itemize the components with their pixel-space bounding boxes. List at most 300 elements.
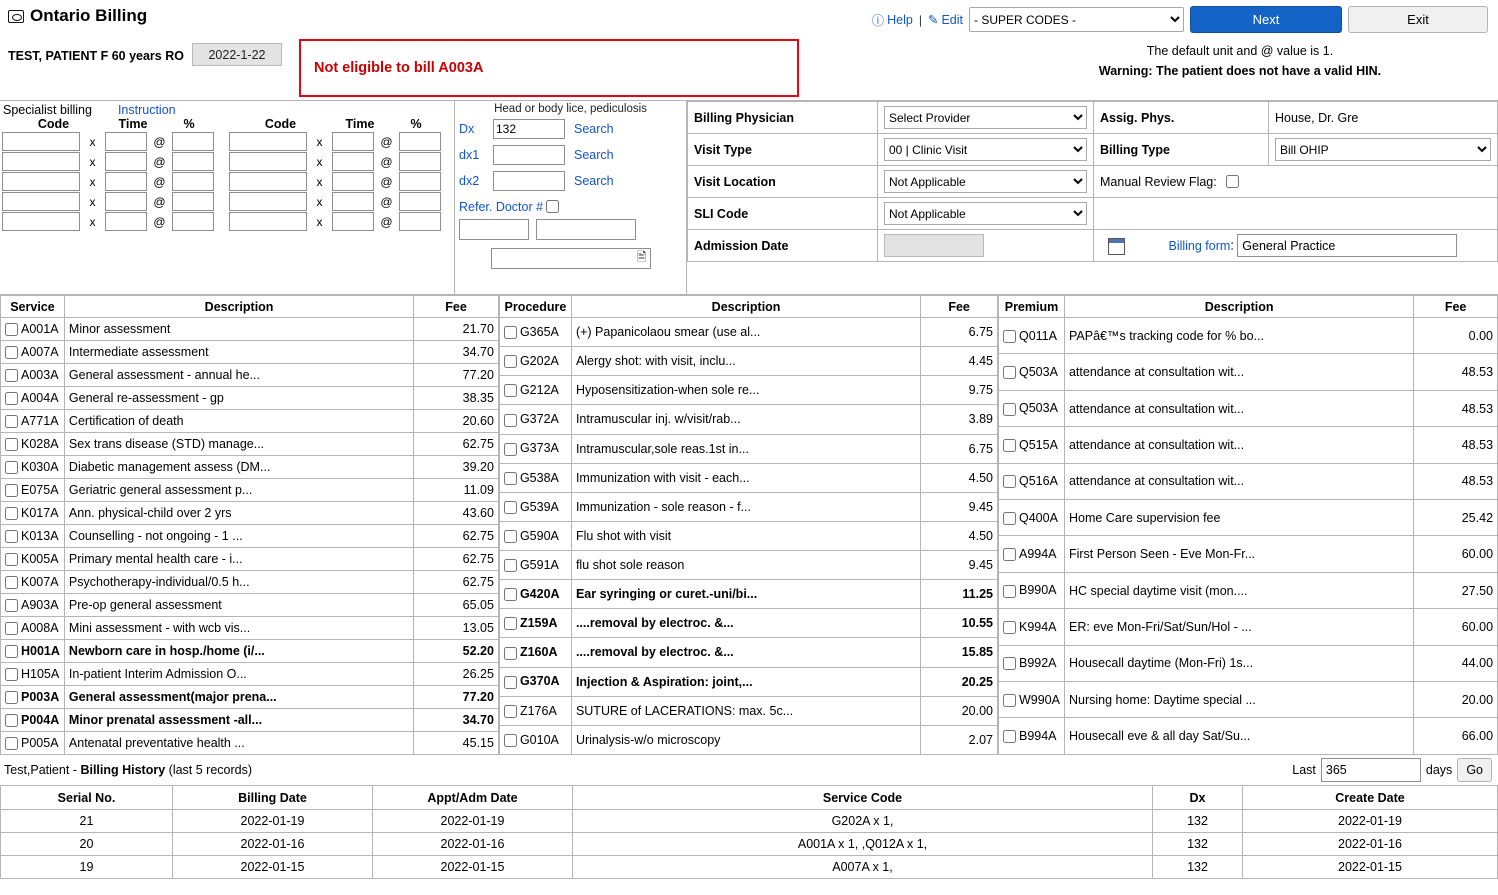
dx2-input[interactable] bbox=[493, 171, 565, 191]
specialist-pct-input[interactable] bbox=[399, 132, 441, 151]
description-cell: attendance at consultation wit... bbox=[1064, 390, 1413, 426]
code-cell bbox=[1, 456, 65, 479]
code-checkbox[interactable] bbox=[5, 484, 18, 497]
code-checkbox[interactable] bbox=[504, 326, 517, 339]
description-cell: Certification of death bbox=[64, 410, 413, 433]
billing-form-value[interactable]: General Practice bbox=[1237, 234, 1457, 257]
table-row[interactable] bbox=[998, 572, 1497, 608]
code-checkbox[interactable] bbox=[1003, 585, 1016, 598]
code-cell bbox=[1, 686, 65, 709]
help-link[interactable] bbox=[872, 11, 913, 29]
code-checkbox[interactable] bbox=[504, 472, 517, 485]
code-checkbox[interactable] bbox=[5, 392, 18, 405]
table-row[interactable] bbox=[1, 732, 499, 755]
app-title bbox=[8, 6, 147, 26]
multiply-symbol: x bbox=[316, 194, 323, 209]
premium-col-header: Premium bbox=[998, 296, 1064, 318]
specialist-time-input[interactable] bbox=[105, 132, 147, 151]
fee-cell: 34.70 bbox=[414, 709, 499, 732]
procedure-fee-col-header: Fee bbox=[921, 296, 998, 318]
code-cell bbox=[998, 354, 1064, 390]
code-label: A994A bbox=[1018, 547, 1057, 562]
code-label: G212A bbox=[519, 383, 559, 398]
code-checkbox[interactable] bbox=[5, 438, 18, 451]
history-title: Billing History bbox=[80, 763, 166, 777]
visit-location-label: Visit Location bbox=[688, 166, 878, 198]
referring-doctor-name-input[interactable] bbox=[536, 219, 636, 240]
fee-cell: 3.89 bbox=[921, 405, 998, 434]
billing-history-bar bbox=[0, 755, 1498, 785]
table-row[interactable] bbox=[1, 318, 499, 341]
table-row[interactable] bbox=[499, 725, 997, 754]
code-label: G420A bbox=[519, 587, 560, 602]
admission-date-input[interactable] bbox=[884, 234, 984, 257]
table-row[interactable] bbox=[998, 318, 1497, 354]
service-fee-col-header: Fee bbox=[414, 296, 499, 318]
code-cell bbox=[499, 347, 571, 376]
history-dx-cell: 132 bbox=[1153, 810, 1243, 833]
table-row[interactable] bbox=[1, 410, 499, 433]
code-checkbox[interactable] bbox=[504, 355, 517, 368]
description-cell: Alergy shot: with visit, inclu... bbox=[571, 347, 920, 376]
table-row[interactable] bbox=[998, 463, 1497, 499]
code-checkbox[interactable] bbox=[5, 369, 18, 382]
code-checkbox[interactable] bbox=[504, 384, 517, 397]
fee-cell: 4.45 bbox=[921, 347, 998, 376]
specialist-pct-input[interactable] bbox=[399, 192, 441, 211]
code-cell bbox=[1, 594, 65, 617]
code-cell bbox=[998, 427, 1064, 463]
billing-physician-label: Billing Physician bbox=[688, 102, 878, 134]
code-cell bbox=[499, 318, 571, 347]
specialist-row bbox=[229, 132, 454, 151]
code-checkbox[interactable] bbox=[5, 714, 18, 727]
multiply-symbol: x bbox=[89, 154, 96, 169]
code-label: H105A bbox=[21, 666, 60, 681]
fee-cell: 11.09 bbox=[414, 479, 499, 502]
code-cell bbox=[499, 609, 571, 638]
referring-doctor-checkbox[interactable] bbox=[546, 200, 559, 213]
table-row[interactable] bbox=[1, 525, 499, 548]
code-checkbox[interactable] bbox=[1003, 439, 1016, 452]
code-cell bbox=[1, 571, 65, 594]
table-row[interactable] bbox=[499, 318, 997, 347]
code-checkbox[interactable] bbox=[1003, 512, 1016, 525]
specialist-code-input[interactable] bbox=[229, 192, 307, 211]
history-row[interactable] bbox=[1, 810, 1498, 833]
table-row[interactable] bbox=[499, 405, 997, 434]
code-cell bbox=[998, 463, 1064, 499]
code-checkbox[interactable] bbox=[1003, 548, 1016, 561]
referring-doctor-row bbox=[459, 197, 682, 216]
table-row[interactable] bbox=[998, 718, 1497, 755]
code-checkbox[interactable] bbox=[5, 737, 18, 750]
manual-review-checkbox[interactable] bbox=[1226, 175, 1239, 188]
entry-panels bbox=[0, 100, 1498, 295]
multiply-symbol: x bbox=[89, 134, 96, 149]
specialist-code-input[interactable] bbox=[229, 212, 307, 231]
dx1-input[interactable] bbox=[493, 145, 565, 165]
history-patient-label: Test,Patient - bbox=[4, 763, 77, 777]
header-actions bbox=[872, 6, 1490, 33]
history-range-controls bbox=[1292, 758, 1492, 782]
at-symbol: @ bbox=[153, 154, 166, 169]
code-checkbox[interactable] bbox=[1003, 403, 1016, 416]
code-checkbox[interactable] bbox=[1003, 330, 1016, 343]
code-label: K994A bbox=[1018, 619, 1057, 634]
multiply-symbol: x bbox=[89, 194, 96, 209]
patient-name: TEST, PATIENT F 60 years RO bbox=[8, 49, 184, 63]
sli-code-select[interactable] bbox=[884, 202, 1087, 225]
billing-type-select[interactable] bbox=[1275, 138, 1491, 161]
header-separator: | bbox=[918, 12, 922, 27]
code-cell bbox=[499, 725, 571, 754]
visit-type-row bbox=[688, 134, 1498, 166]
service-code-table bbox=[0, 295, 499, 755]
specialist-row bbox=[2, 132, 227, 151]
fee-cell: 39.20 bbox=[414, 456, 499, 479]
specialist-code-input[interactable] bbox=[2, 132, 80, 151]
specialist-pct-input[interactable] bbox=[172, 192, 214, 211]
table-row[interactable] bbox=[499, 434, 997, 463]
specialist-pct-input[interactable] bbox=[399, 152, 441, 171]
pct-header: % bbox=[410, 117, 422, 131]
visit-location-select[interactable] bbox=[884, 170, 1087, 193]
table-row[interactable] bbox=[998, 609, 1497, 645]
at-symbol: @ bbox=[380, 214, 393, 229]
code-checkbox[interactable] bbox=[5, 668, 18, 681]
dx-row-primary bbox=[459, 119, 682, 139]
table-row[interactable] bbox=[499, 376, 997, 405]
billing-physician-row bbox=[688, 102, 1498, 134]
specialist-pct-input[interactable] bbox=[172, 152, 214, 171]
service-desc-col-header: Description bbox=[64, 296, 413, 318]
code-cell bbox=[499, 405, 571, 434]
table-row[interactable] bbox=[499, 609, 997, 638]
code-checkbox[interactable] bbox=[1003, 694, 1016, 707]
specialist-code-input[interactable] bbox=[2, 152, 80, 171]
description-cell: Intramuscular inj. w/visit/rab... bbox=[571, 405, 920, 434]
procedure-code-table bbox=[499, 295, 998, 755]
billing-history-table bbox=[0, 785, 1498, 879]
code-tables bbox=[0, 295, 1498, 755]
description-cell: (+) Papanicolaou smear (use al... bbox=[571, 318, 920, 347]
code-cell bbox=[1, 341, 65, 364]
document-field[interactable] bbox=[491, 248, 651, 269]
table-row[interactable] bbox=[1, 502, 499, 525]
history-header-row bbox=[1, 786, 1498, 810]
specialist-code-input[interactable] bbox=[229, 172, 307, 191]
fee-cell: 45.15 bbox=[414, 732, 499, 755]
fee-cell: 15.85 bbox=[921, 638, 998, 667]
premium-desc-col-header: Description bbox=[1064, 296, 1413, 318]
code-cell bbox=[1, 387, 65, 410]
fee-cell: 6.75 bbox=[921, 434, 998, 463]
specialist-time-input[interactable] bbox=[332, 152, 374, 171]
code-checkbox[interactable] bbox=[504, 530, 517, 543]
table-row[interactable] bbox=[1, 433, 499, 456]
code-checkbox[interactable] bbox=[5, 599, 18, 612]
referring-doctor-number-input[interactable] bbox=[459, 219, 529, 240]
table-row[interactable] bbox=[998, 390, 1497, 426]
code-checkbox[interactable] bbox=[504, 617, 517, 630]
table-row[interactable] bbox=[1, 548, 499, 571]
specialist-code-input[interactable] bbox=[2, 192, 80, 211]
history-create-date-cell: 2022-01-19 bbox=[1243, 810, 1498, 833]
code-checkbox[interactable] bbox=[5, 576, 18, 589]
table-row[interactable] bbox=[1, 594, 499, 617]
history-serial-header: Serial No. bbox=[1, 786, 173, 810]
fee-cell: 2.07 bbox=[921, 725, 998, 754]
code-cell bbox=[499, 638, 571, 667]
dx-search-link[interactable]: Search bbox=[574, 122, 614, 136]
admission-date-cell bbox=[878, 230, 1094, 262]
table-row[interactable] bbox=[1, 387, 499, 410]
table-row[interactable] bbox=[1, 617, 499, 640]
eligibility-alert bbox=[299, 39, 799, 97]
table-row[interactable] bbox=[499, 492, 997, 521]
billing-physician-select[interactable] bbox=[884, 106, 1087, 129]
description-cell: HC special daytime visit (mon.... bbox=[1064, 572, 1413, 608]
code-checkbox[interactable] bbox=[5, 553, 18, 566]
visit-location-row bbox=[688, 166, 1498, 198]
table-row[interactable] bbox=[998, 427, 1497, 463]
specialist-time-input[interactable] bbox=[332, 212, 374, 231]
history-appt-date-cell: 2022-01-16 bbox=[373, 833, 573, 856]
specialist-code-input[interactable] bbox=[229, 152, 307, 171]
specialist-pct-input[interactable] bbox=[172, 172, 214, 191]
code-cell bbox=[998, 572, 1064, 608]
history-serial-cell: 21 bbox=[1, 810, 173, 833]
instruction-link[interactable]: Instruction bbox=[117, 103, 176, 117]
eligibility-alert-text: Not eligible to bill A003A bbox=[313, 60, 484, 76]
code-checkbox[interactable] bbox=[5, 645, 18, 658]
specialist-time-input[interactable] bbox=[332, 172, 374, 191]
sli-spacer-cell bbox=[1094, 198, 1498, 230]
fee-cell: 48.53 bbox=[1414, 463, 1498, 499]
code-checkbox[interactable] bbox=[1003, 730, 1016, 743]
at-symbol: @ bbox=[153, 214, 166, 229]
multiply-symbol: x bbox=[316, 174, 323, 189]
days-label: days bbox=[1425, 763, 1453, 777]
specialist-time-input[interactable] bbox=[332, 132, 374, 151]
table-row[interactable] bbox=[998, 500, 1497, 536]
at-symbol: @ bbox=[153, 194, 166, 209]
code-checkbox[interactable] bbox=[504, 734, 517, 747]
service-table-header-row bbox=[1, 296, 499, 318]
table-row[interactable] bbox=[499, 580, 997, 609]
table-row[interactable] bbox=[499, 696, 997, 725]
default-unit-note: The default unit and @ value is 1. bbox=[1146, 44, 1334, 58]
description-cell: Immunization with visit - each... bbox=[571, 463, 920, 492]
specialist-pct-input[interactable] bbox=[172, 212, 214, 231]
code-checkbox[interactable] bbox=[1003, 366, 1016, 379]
pct-header: % bbox=[183, 117, 195, 131]
description-cell: Minor assessment bbox=[64, 318, 413, 341]
service-date-field[interactable]: 2022-1-22 bbox=[192, 43, 282, 66]
specialist-code-input[interactable] bbox=[229, 132, 307, 151]
exit-button[interactable]: Exit bbox=[1348, 6, 1488, 33]
code-checkbox[interactable] bbox=[1003, 657, 1016, 670]
code-checkbox[interactable] bbox=[5, 323, 18, 336]
table-row[interactable] bbox=[499, 347, 997, 376]
at-symbol: @ bbox=[380, 174, 393, 189]
edit-link[interactable] bbox=[928, 12, 963, 27]
days-input[interactable] bbox=[1321, 758, 1421, 782]
code-checkbox[interactable] bbox=[504, 443, 517, 456]
code-checkbox[interactable] bbox=[5, 346, 18, 359]
code-checkbox[interactable] bbox=[5, 415, 18, 428]
code-checkbox[interactable] bbox=[504, 588, 517, 601]
table-row[interactable] bbox=[998, 682, 1497, 718]
description-cell: ....removal by electroc. &... bbox=[571, 638, 920, 667]
description-cell: Intramuscular,sole reas.1st in... bbox=[571, 434, 920, 463]
dx-input[interactable] bbox=[493, 119, 565, 139]
history-appt-date-header: Appt/Adm Date bbox=[373, 786, 573, 810]
code-checkbox[interactable] bbox=[5, 507, 18, 520]
procedure-desc-col-header: Description bbox=[571, 296, 920, 318]
history-row[interactable] bbox=[1, 856, 1498, 879]
multiply-symbol: x bbox=[316, 154, 323, 169]
table-row[interactable] bbox=[1, 571, 499, 594]
fee-cell: 65.05 bbox=[414, 594, 499, 617]
code-cell bbox=[499, 434, 571, 463]
code-label: G591A bbox=[519, 557, 559, 572]
code-label: Q516A bbox=[1018, 474, 1058, 489]
premium-table-header-row bbox=[998, 296, 1497, 318]
specialist-time-input[interactable] bbox=[332, 192, 374, 211]
specialist-pct-input[interactable] bbox=[399, 172, 441, 191]
table-row[interactable] bbox=[1, 686, 499, 709]
code-label: B992A bbox=[1018, 656, 1057, 671]
table-row[interactable] bbox=[1, 709, 499, 732]
billing-notes bbox=[990, 40, 1490, 78]
code-checkbox[interactable] bbox=[504, 705, 517, 718]
code-cell bbox=[499, 376, 571, 405]
specialist-time-input[interactable] bbox=[105, 152, 147, 171]
dx1-search-link[interactable]: Search bbox=[574, 148, 614, 162]
visit-type-select[interactable] bbox=[884, 138, 1087, 161]
specialist-pct-input[interactable] bbox=[399, 212, 441, 231]
fee-cell: 20.25 bbox=[921, 667, 998, 696]
table-row[interactable] bbox=[499, 521, 997, 550]
billing-type-label: Billing Type bbox=[1094, 134, 1269, 166]
code-label: K013A bbox=[21, 528, 59, 543]
code-label: K017A bbox=[21, 505, 59, 520]
code-checkbox[interactable] bbox=[1003, 475, 1016, 488]
specialist-code-input[interactable] bbox=[2, 212, 80, 231]
code-cell bbox=[1, 433, 65, 456]
table-row[interactable] bbox=[499, 463, 997, 492]
description-cell: attendance at consultation wit... bbox=[1064, 354, 1413, 390]
code-label: Q515A bbox=[1018, 437, 1058, 452]
sli-code-row bbox=[688, 198, 1498, 230]
code-label: W990A bbox=[1018, 692, 1060, 707]
description-cell: Flu shot with visit bbox=[571, 521, 920, 550]
specialist-time-input[interactable] bbox=[105, 212, 147, 231]
code-cell bbox=[998, 536, 1064, 572]
table-row[interactable] bbox=[499, 638, 997, 667]
billing-physician-cell bbox=[878, 102, 1094, 134]
code-checkbox[interactable] bbox=[504, 559, 517, 572]
fee-cell: 9.45 bbox=[921, 492, 998, 521]
history-subtitle: (last 5 records) bbox=[168, 763, 253, 777]
calendar-icon[interactable] bbox=[1108, 238, 1125, 255]
admission-date-row bbox=[688, 230, 1498, 262]
table-row[interactable] bbox=[499, 551, 997, 580]
description-cell: Intermediate assessment bbox=[64, 341, 413, 364]
hin-warning: Warning: The patient does not have a valid HIN. bbox=[1098, 64, 1382, 78]
description-cell: Housecall daytime (Mon-Fri) 1s... bbox=[1064, 645, 1413, 681]
code-column-headers-left bbox=[0, 117, 227, 131]
description-cell: ....removal by electroc. &... bbox=[571, 609, 920, 638]
table-row[interactable] bbox=[1, 341, 499, 364]
multiply-symbol: x bbox=[316, 134, 323, 149]
code-cell bbox=[998, 645, 1064, 681]
specialist-time-input[interactable] bbox=[105, 192, 147, 211]
table-row[interactable] bbox=[998, 536, 1497, 572]
description-cell: Geriatric general assessment p... bbox=[64, 479, 413, 502]
super-codes-select[interactable] bbox=[969, 7, 1184, 32]
specialist-pct-input[interactable] bbox=[172, 132, 214, 151]
billing-form-link[interactable]: Billing form bbox=[1168, 238, 1231, 253]
edit-label: Edit bbox=[941, 12, 963, 27]
code-checkbox[interactable] bbox=[5, 461, 18, 474]
code-label: Q400A bbox=[1018, 510, 1058, 525]
specialist-row bbox=[2, 172, 227, 191]
history-serial-cell: 19 bbox=[1, 856, 173, 879]
specialist-code-input[interactable] bbox=[2, 172, 80, 191]
specialist-row bbox=[229, 172, 454, 191]
history-billing-date-header: Billing Date bbox=[173, 786, 373, 810]
specialist-row bbox=[229, 152, 454, 171]
code-checkbox[interactable] bbox=[504, 501, 517, 514]
table-row[interactable] bbox=[1, 479, 499, 502]
code-checkbox[interactable] bbox=[1003, 621, 1016, 634]
code-label: B990A bbox=[1018, 583, 1057, 598]
pencil-square-icon: ✎ bbox=[927, 13, 939, 27]
history-create-date-header: Create Date bbox=[1243, 786, 1498, 810]
billing-form-colon: : bbox=[1230, 238, 1234, 253]
specialist-time-input[interactable] bbox=[105, 172, 147, 191]
next-button[interactable]: Next bbox=[1190, 6, 1342, 33]
code-label: A001A bbox=[21, 321, 59, 336]
table-row[interactable] bbox=[998, 645, 1497, 681]
table-row[interactable] bbox=[1, 640, 499, 663]
multiply-symbol: x bbox=[89, 214, 96, 229]
code-checkbox[interactable] bbox=[504, 414, 517, 427]
visit-location-cell bbox=[878, 166, 1094, 198]
table-row[interactable] bbox=[1, 663, 499, 686]
code-checkbox[interactable] bbox=[5, 691, 18, 704]
go-button[interactable]: Go bbox=[1457, 758, 1492, 782]
code-checkbox[interactable] bbox=[504, 647, 517, 660]
table-row[interactable] bbox=[1, 364, 499, 387]
fee-cell: 43.60 bbox=[414, 502, 499, 525]
table-row[interactable] bbox=[998, 354, 1497, 390]
table-row[interactable] bbox=[499, 667, 997, 696]
table-row[interactable] bbox=[1, 456, 499, 479]
fee-cell: 0.00 bbox=[1414, 318, 1498, 354]
code-checkbox[interactable] bbox=[5, 530, 18, 543]
visit-type-label: Visit Type bbox=[688, 134, 878, 166]
dx2-search-link[interactable]: Search bbox=[574, 174, 614, 188]
history-row[interactable] bbox=[1, 833, 1498, 856]
history-billing-date-cell: 2022-01-16 bbox=[173, 833, 373, 856]
fee-cell: 77.20 bbox=[414, 364, 499, 387]
code-checkbox[interactable] bbox=[504, 676, 517, 689]
code-checkbox[interactable] bbox=[5, 622, 18, 635]
